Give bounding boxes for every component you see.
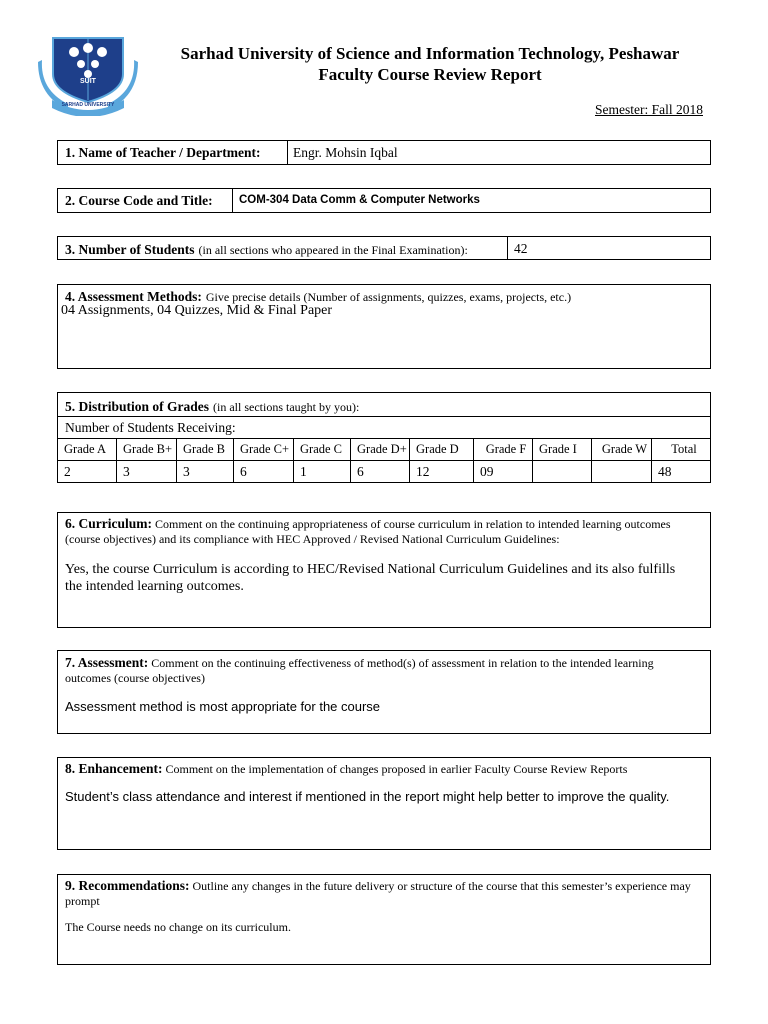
grade-value: 3 xyxy=(117,461,177,483)
recommendations-note: Outline any changes in the future delivery or structure of the course that this semester’s experience may prompt xyxy=(65,879,691,908)
students-label: 3. Number of Students xyxy=(65,242,195,257)
assessment-methods-value: 04 Assignments, 04 Quizzes, Mid & Final Paper xyxy=(61,303,333,318)
curriculum-box xyxy=(57,512,711,628)
grade-header: Grade B xyxy=(177,439,234,461)
curriculum-note: Comment on the continuing appropriateness of course curriculum in relation to intended learning outcomes (course objectives) and its compliance with HEC Approved / Revised National Curriculum Guidelines: xyxy=(65,517,671,546)
assessment-label: 7. Assessment: xyxy=(65,655,149,670)
grades-box xyxy=(57,392,711,439)
grades-table xyxy=(57,438,711,483)
assessment-methods-label: 4. Assessment Methods: xyxy=(65,289,202,304)
grade-value: 3 xyxy=(177,461,234,483)
course-label: 2. Course Code and Title: xyxy=(65,193,213,208)
grade-header: Grade D xyxy=(410,439,474,461)
teacher-row xyxy=(57,140,711,165)
assessment-methods-note: Give precise details (Number of assignments, quizzes, exams, projects, etc.) xyxy=(205,290,572,304)
grade-header: Grade F xyxy=(474,439,533,461)
logo-ribbon-text: SARHAD UNIVERSITY xyxy=(61,102,115,108)
grade-header: Total xyxy=(652,439,711,461)
teacher-value: Engr. Mohsin Iqbal xyxy=(293,145,398,160)
grade-header: Grade C+ xyxy=(234,439,294,461)
logo-text: SUIT xyxy=(80,78,96,85)
grades-note: (in all sections taught by you): xyxy=(213,400,360,414)
grades-header-row xyxy=(58,439,711,461)
students-note: (in all sections who appeared in the Final Examination): xyxy=(198,243,468,257)
grade-header: Grade A xyxy=(58,439,117,461)
students-value: 42 xyxy=(514,241,528,256)
grade-value: 1 xyxy=(294,461,351,483)
curriculum-value: Yes, the course Curriculum is according to HEC/Revised National Curriculum Guidelines and its also fulfills the intended learning outcomes. xyxy=(65,562,676,594)
semester-label: Semester: Fall 2018 xyxy=(595,102,703,117)
grade-value: 09 xyxy=(474,461,533,483)
grades-value-row xyxy=(58,461,711,483)
assessment-value: Assessment method is most appropriate for the course xyxy=(65,699,381,714)
grade-value xyxy=(533,461,592,483)
enhancement-box xyxy=(57,757,711,850)
enhancement-value: Student’s class attendance and interest if mentioned in the report might help better to improve the quality. xyxy=(65,789,670,804)
assessment-methods-box xyxy=(57,284,711,369)
grade-value: 2 xyxy=(58,461,117,483)
teacher-label: 1. Name of Teacher / Department: xyxy=(65,145,261,160)
assessment-box xyxy=(57,650,711,734)
recommendations-label: 9. Recommendations: xyxy=(65,878,190,893)
report-title: Faculty Course Review Report xyxy=(318,65,542,84)
enhancement-label: 8. Enhancement: xyxy=(65,761,163,776)
university-name: Sarhad University of Science and Information Technology, Peshawar xyxy=(180,44,680,63)
course-value: COM-304 Data Comm & Computer Networks xyxy=(239,194,480,206)
grade-value xyxy=(592,461,652,483)
grade-value: 48 xyxy=(652,461,711,483)
grade-header: Grade C xyxy=(294,439,351,461)
grades-label: 5. Distribution of Grades xyxy=(65,399,210,414)
grade-header: Grade B+ xyxy=(117,439,177,461)
enhancement-note: Comment on the implementation of changes proposed in earlier Faculty Course Review Reports xyxy=(165,762,628,776)
recommendations-box xyxy=(57,874,711,965)
university-logo xyxy=(38,30,138,116)
grade-header: Grade W xyxy=(592,439,652,461)
assessment-note: Comment on the continuing effectiveness of method(s) of assessment in relation to the intended learning outcomes (course objectives) xyxy=(65,656,654,685)
grade-value: 6 xyxy=(351,461,410,483)
course-row xyxy=(57,188,711,213)
grade-header: Grade D+ xyxy=(351,439,410,461)
students-row xyxy=(57,236,711,260)
curriculum-label: 6. Curriculum: xyxy=(65,516,152,531)
grade-value: 12 xyxy=(410,461,474,483)
grades-subheading: Number of Students Receiving: xyxy=(65,420,236,435)
grade-header: Grade I xyxy=(533,439,592,461)
students-label-wrap xyxy=(65,241,468,259)
grade-value: 6 xyxy=(234,461,294,483)
recommendations-value: The Course needs no change on its curriculum. xyxy=(65,920,291,934)
